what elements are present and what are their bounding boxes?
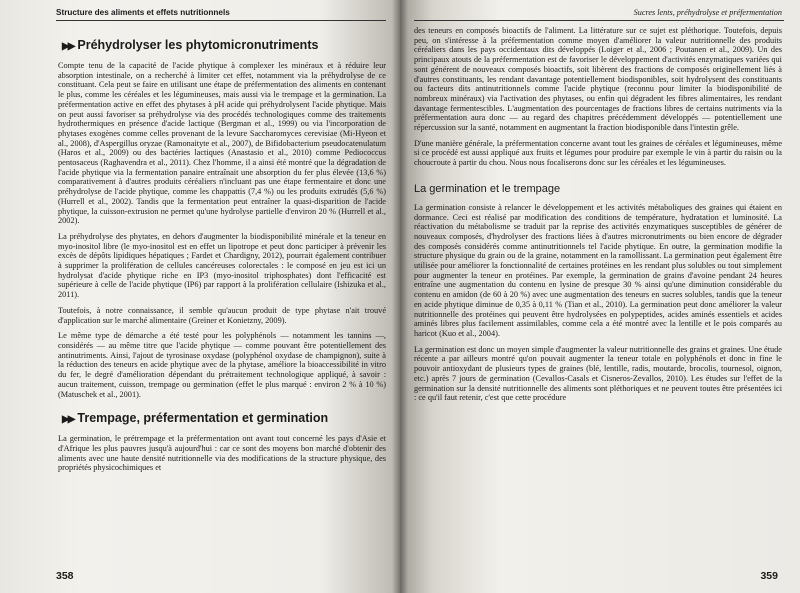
section-heading-prehydrolyser: ▶▶ Préhydrolyser les phytomicronutriments [62, 38, 319, 52]
paragraph: D'une manière générale, la préfermentation concerne avant tout les graines de céréales et légumineuses, même si ce procédé est aussi appliqué aux fruits et légumes pour produire par exemple le vin à partir du raisin ou la choucroute à partir du chou. Nous nous focaliserons donc sur les céréales et les légumineuses. [414, 138, 782, 168]
double-chevron-icon: ▶▶ [62, 41, 74, 52]
paragraph: La préhydrolyse des phytates, en dehors d'augmenter la biodisponibilité minérale et la teneur en myo-inositol libre (le myo-inositol est en effet un lipotrope et peut donc participer à prévenir les excès de dépôts lipidiques hépatiques ; Fardet et Chardigny, 2012), pourrait également contribuer à supprimer la prolifération de cellules cancéreuses colorectales : le composé en jeu est ici un hydrolysat d'acide phytique riche en IP3 (myo-inositol triphosphates) dont l'efficacité est supérieure à celle de l'acide phytique (IP6) par rapport à la prolifération cellulaire (Ishizuka et al., 2011). [58, 231, 386, 300]
right-header-rule [414, 20, 784, 21]
paragraph: Compte tenu de la capacité de l'acide phytique à complexer les minéraux et à réduire leur absorption intestinale, on a recherché à limiter cet effet, notamment via la préhydrolyse de ce constituant. Cela peut se faire en utilisant une étape de préfermentation des aliments en contenant le plus, comme les céréales et les légumineuses, mais aussi via le trempage et la germination. La préfermentation active en effet des phytases à pH acide qui préhydrolysent l'acide phytique. Mais on peut aussi favoriser sa préhydrolyse via des procédés technologiques comme des traitements hydrothermiques en présence d'acide lactique (Bergman et al., 1999) ou via l'incorporation de phytases exogènes comme celles provenant de la levure Saccharomyces cerevisiae (Mi-Hyeon et al., 2008), d'Aspergillus oryzae (Ramonaityte et al., 2007), de Bifidobacterium pseudocatenulatum (Haros et al., 2009) ou des bactéries lactiques (Anastasio et al., 2010) comme Pediococcus pentosaceus (Raghavendra et al., 2011). Chez l'homme, il a ainsi été montré que la dégradation de l'acide phytique via la fermentation panaire entraînait une absorption du fer plus élevée (13,6 %) comparativement à d'autres produits céréaliers n'incluant pas une étape fermentaire et donc une préhydrolyse de l'acide phytique, comme les chappattis (7,4 %) ou les produits extrudés (5,6 %) (Hurrell et al., 2002). Tandis que la fermentation peut entraîner la quasi-disparition de l'acide phytique, la cuisson-extrusion ne permet qu'une hydrolyse partielle d'environ 20 % (Hurrell et al., 2002). [58, 61, 386, 226]
subsection-heading-germination: La germination et le trempage [414, 182, 561, 195]
section-heading-trempage: ▶▶ Trempage, préfermentation et germination [62, 411, 329, 426]
double-chevron-icon: ▶▶ [62, 414, 74, 426]
right-running-head: Sucres lents, préhydrolyse et préfermentation [633, 8, 782, 17]
paragraph: Le même type de démarche a été testé pour les polyphénols — notamment les tannins —, considérés — au même titre que l'acide phytique — comme pouvant être potentiellement des antinutriments. Ainsi, l'ajout de tyrosinase oxydase (polyphénol oxydase de champignon), suite à la réduction des teneurs en acide phytique avec de la phytase, améliore la bioaccessibilité in vitro du fer, le degré d'amélioration dépendant du prétraitement technologique appliqué, à savoir : aucun traitement, cuisson, trempage ou germination (effet le plus marqué : environ 2 % à 10 %) (Matuschek et al., 2001). [58, 331, 386, 399]
left-page-content [58, 26, 386, 479]
left-page-number: 358 [56, 570, 74, 582]
paragraph: La germination est donc un moyen simple d'augmenter la valeur nutritionnelle des grains et graines. Une étude récente a par ailleurs montré qu'on pouvait augmenter la teneur totale en polyphénols et donc in fine le pouvoir antioxydant de plusieurs types de graines (blé, lentille, radis, moutarde, brocolis, tournesol, oignon, etc.) après 7 jours de germination (Cevallos-Casals et Cisneros-Zevallos, 2010). Les études sur l'effet de la germination sur la densité nutritionnelle des aliments sont pléthoriques et ne peuvent toutes être présentées ici : ce qu'il faut retenir, c'est que cette procédure [414, 344, 782, 403]
right-page-content [414, 26, 782, 409]
paragraph: des teneurs en composés bioactifs de l'aliment. La littérature sur ce sujet est pléthorique. Toutefois, depuis peu, on s'intéresse à la préfermentation comme moyen d'améliorer la valeur nutritionnelle des produits céréaliers dans les pays occidentaux dits développés (Loiger et al., 2006 ; Poutanen et al., 2009). Un des principaux atouts de la préfermentation est de favoriser le développement d'activités enzymatiques variées qui sont générent de nouveaux composés bioactifs, soit libèrent des fractions de composés originellement liés à d'autres constituants, les rendant davantage potentiellement biodisponibles, soit hydrolysent des constituants ou facteurs dits antinutritionnels comme l'acide phytique (reconnu pour limiter la biodisponibilité de nombreux minéraux) via l'activation des phytases, ou enfin qui dégradent les fibres alimentaires, les rendant davantage fermentescibles. L'augmentation des pourcentages de fractions libres de certains nutriments via la préfermentation aura donc — au regard des chapitres précédemment développés — potentiellement une répercussion sur la santé, notamment en augmentant la fraction biodisponible dans l'intestin grêle. [414, 26, 782, 133]
left-header-rule [56, 20, 386, 21]
right-page [400, 0, 800, 593]
paragraph: Toutefois, à notre connaissance, il semble qu'aucun produit de type phytase n'ait trouvé d'application sur le marché alimentaire (Greiner et Konietzny, 2009). [58, 305, 386, 325]
left-running-head: Structure des aliments et effets nutritionnels [56, 8, 230, 17]
right-page-number: 359 [760, 570, 778, 582]
paragraph: La germination consiste à relancer le développement et les activités métaboliques des graines qui étaient en dormance. Ceci est réalisé par modification des conditions de température, hydratation et luminosité. La réactivation du métabolisme se traduit par la reprise des activités enzymatiques susceptibles de générer de nouveaux composés, d'hydrolyser des fractions liées à d'autres micronutriments ou bien encore de dégrader des composés considérés comme antinutritionnels tel l'acide phytique. En outre, la germination modifie la structure physique du grain ou de la graine, notamment en la ramollissant. La germination peut également être utilisée pour améliorer la fonctionnalité de certaines protéines en les rendant plus solubles ou tout simplement pour augmenter la teneur en protéines. Par exemple, la germination de grains d'avoine pendant 24 heures entraîne une augmentation du contenu en lysine de presque 30 % ainsi qu'une diminution considérable du contenu en amidon (de 60 à 20 %) avec une augmentation des teneurs en sucres solubles, tandis que la teneur en acide phytique diminue de 0,35 à 0,11 % (Tian et al., 2010). La germination peut donc améliorer la valeur nutritionnelle des protéines qui peuvent être hydrolysées en polypeptides, acides aminés essentiels et acides aminés libres plus facilement assimilables, comme cela a été montré avec la lentille et le pois comparés au haricot (Kuo et al., 2004). [414, 202, 782, 338]
paragraph: La germination, le prétrempage et la préfermentation ont avant tout concerné les pays d'Asie et d'Afrique les plus pauvres jusqu'à aujourd'hui : car ce sont des moyens bon marché d'obtenir des aliments avec une haute densité nutritionnelle via des modifications de la structure physique, des propriétés physicochimiques et [58, 434, 386, 473]
